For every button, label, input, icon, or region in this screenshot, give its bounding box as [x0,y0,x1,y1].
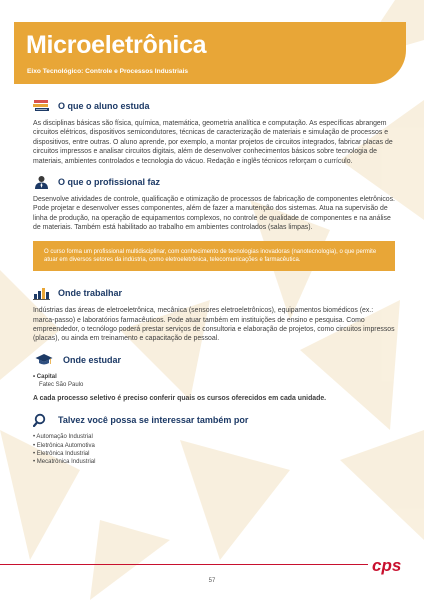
title-banner [14,22,406,84]
location-list [33,373,395,390]
list-item: • Automação Industrial [33,434,93,441]
cps-logo [370,551,410,579]
section-title: O que o aluno estuda [58,101,150,111]
section-title: O que o profissional faz [58,177,161,188]
page-subtitle: Eixo Tecnológico: Controle e Processos Industriais [27,68,189,75]
section-header [33,96,395,116]
section-trabalhar [33,283,395,344]
list-item: • Mecatrônica Industrial [33,459,96,466]
section-header [33,283,395,303]
section-header [33,410,395,430]
related-courses-list [33,433,395,466]
highlight-box: O curso forma um profissional multidisciplinar, com conhecimento de tecnologias inovadoras (nanotecnologia), o que permite atuar em diversos setores da indústria, como eletroeletrônica, telecomunicações e farmacêutica. [33,241,395,272]
section-text: Desenvolve atividades de controle, qualificação e otimização de processos de fabricação de componentes eletrônicos. Pode projetar e desenvolver esses componentes, além de fazer a manutenção dos sistemas. Atua na supervisão de linha de produção, na operação de equipamentos complexos, no controle de qualidade de componentes e na análise de materiais. Também está habilitado ao trabalho em ambientes controlados (salas limpas). [33,196,395,232]
section-title: Onde trabalhar [58,288,123,299]
location-label: • Capital [33,373,57,380]
selection-note: A cada processo seletivo é preciso conferir quais os cursos oferecidos em cada unidade. [33,395,327,403]
section-profissional [33,172,395,233]
section-text: As disciplinas básicas são física, química, matemática, geometria analítica e computação. As específicas abrangem circuitos elétricos, dispositivos semicondutores, técnicas de caracterização de materiais e simulação de processos e dispositivos, entre outras. O aluno aprende, por exemplo, a montar projetos de circuitos integrados, fabricar placas de circuitos impressos e analisar circuitos digitais, além de desenvolver conhecimentos básicos sobre tecnologia de materiais, ambientes controlados e tecnologia do vácuo. Redação e inglês técnicos reforçam o currículo. [33,120,393,165]
section-text: Indústrias das áreas de eletroeletrônica, mecânica (sensores eletroeletrônicos), equipamentos biomédicos (ex.: marca-passo) e laboratórios farmacêuticos. Pode atuar também em instituições de ensino e pesquisa. Como empreendedor, o tecnólogo poderá prestar serviços de consultoria e elaboração de projetos, como circuitos impressos (placas), ou ainda em treinamento e capacitação de pessoal. [33,307,395,343]
section-title: Onde estudar [63,354,122,365]
main-content [33,96,395,473]
section-header [33,172,395,192]
graduation-cap-icon [33,353,55,367]
section-aluno [33,96,395,166]
bar-chart-icon [33,286,50,300]
list-item: • Eletrônica Industrial [33,451,90,458]
books-icon [33,99,50,113]
location-item: Fatec São Paulo [39,382,84,389]
section-interessar [33,410,395,466]
professional-icon [33,175,50,189]
section-header [33,350,395,370]
section-estudar [33,350,395,403]
magnifier-icon [33,413,50,427]
footer-rule [0,564,368,565]
page-number: 57 [208,578,216,584]
section-title: Talvez você possa se interessar também por [58,415,249,426]
list-item: • Eletrônica Automotiva [33,442,95,449]
svg-text:cps: cps [372,556,402,575]
page-title: Microeletrônica [26,31,207,59]
